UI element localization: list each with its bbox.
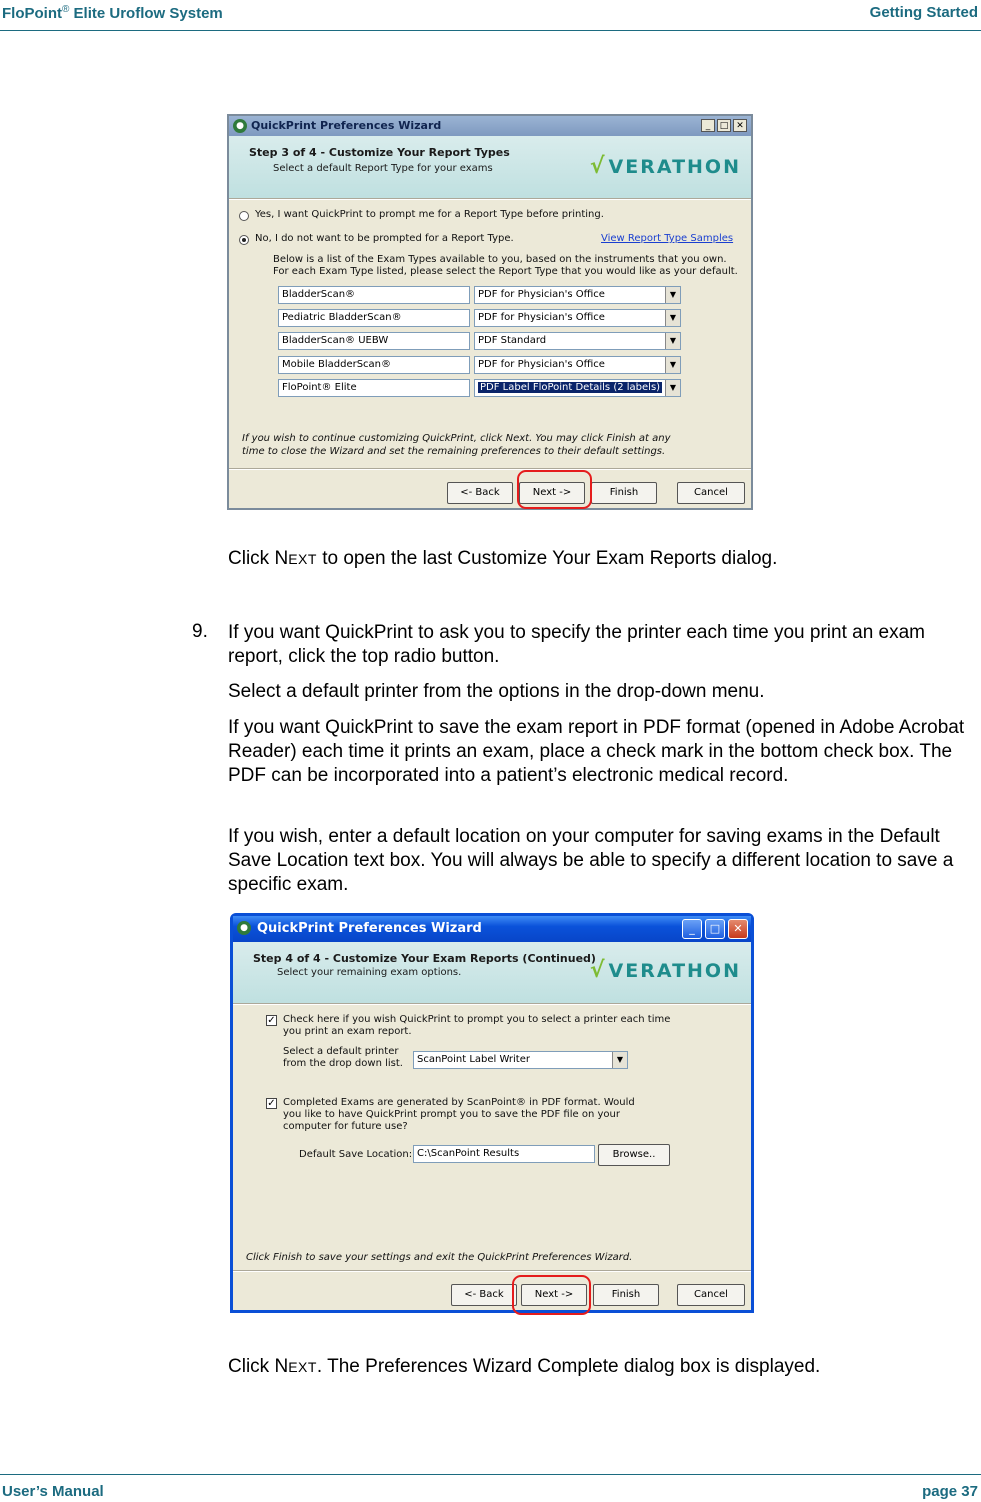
app-icon: ● xyxy=(233,119,247,133)
header-section-title: Getting Started xyxy=(869,4,978,21)
app-icon: ● xyxy=(237,921,251,935)
radio-yes-label: Yes, I want QuickPrint to prompt me for a Report Type before printing. xyxy=(255,209,604,220)
chevron-down-icon[interactable]: ▼ xyxy=(665,287,680,303)
button-divider xyxy=(229,468,751,470)
exam-type-name: Pediatric BladderScan® xyxy=(278,309,470,327)
finish-hint: Click Finish to save your settings and exit the QuickPrint Preferences Wizard. xyxy=(246,1252,633,1263)
radio-prompt-report-type[interactable] xyxy=(239,211,249,221)
next-button[interactable]: Next -> xyxy=(519,482,585,504)
verathon-logo-icon: √ xyxy=(589,958,607,983)
step-paragraph-2: Select a default printer from the options in the drop-down menu. xyxy=(228,681,765,702)
prompt-printer-label-1: Check here if you wish QuickPrint to prompt you to select a printer each time xyxy=(283,1014,671,1025)
button-divider xyxy=(233,1270,751,1272)
wizard-banner xyxy=(229,136,751,198)
wizard-step4-window xyxy=(230,913,754,1313)
description-line-1: Below is a list of the Exam Types available to you, based on the instruments that you own. xyxy=(273,254,727,265)
step-heading: Step 3 of 4 - Customize Your Report Types xyxy=(249,146,510,159)
step-subtitle: Select your remaining exam options. xyxy=(277,967,462,978)
verathon-logo-icon: √ xyxy=(589,154,607,179)
verathon-logo: √ VERATHON xyxy=(589,154,741,179)
cancel-button[interactable]: Cancel xyxy=(677,482,745,504)
hint-line-1: If you wish to continue customizing QuickPrint, click Next. You may click Finish at any xyxy=(242,433,671,444)
exam-type-name: BladderScan® UEBW xyxy=(278,332,470,350)
page-header xyxy=(0,0,981,31)
header-product-title: FloPoint® Elite Uroflow System xyxy=(2,4,223,22)
exam-type-name: Mobile BladderScan® xyxy=(278,356,470,374)
prompt-printer-checkbox[interactable]: ✓ xyxy=(267,1015,276,1026)
default-printer-label-1: Select a default printer xyxy=(283,1046,399,1057)
exam-type-name: BladderScan® xyxy=(278,286,470,304)
wizard-banner xyxy=(233,942,751,1003)
step-paragraph-4: If you wish, enter a default location on your computer for saving exams in the Default Save Location text box. You will always be able to specify a different location to save a specific exam. xyxy=(228,826,954,895)
banner-divider xyxy=(229,198,751,200)
minimize-icon[interactable]: _ xyxy=(701,119,715,132)
finish-button[interactable]: Finish xyxy=(591,482,657,504)
save-location-label: Default Save Location: xyxy=(299,1149,413,1160)
default-printer-dropdown[interactable]: ScanPoint Label Writer ▼ xyxy=(413,1051,628,1069)
chevron-down-icon[interactable]: ▼ xyxy=(665,333,680,349)
wizard-step3-window xyxy=(227,114,753,510)
report-type-dropdown[interactable]: PDF Standard ▼ xyxy=(474,332,681,350)
view-report-samples-link[interactable]: View Report Type Samples xyxy=(601,233,734,244)
step-paragraph-3: If you want QuickPrint to save the exam report in PDF format (opened in Adobe Acrobat Reader) each time it prints an exam, place a check mark in the bottom check box. The PDF can be incorporated into a patient’s electronic medical record. xyxy=(228,717,965,786)
window-title: QuickPrint Preferences Wizard xyxy=(257,921,482,936)
finish-button[interactable]: Finish xyxy=(593,1284,659,1306)
verathon-logo: √ VERATHON xyxy=(589,958,741,983)
save-pdf-label-3: computer for future use? xyxy=(283,1121,408,1132)
report-type-dropdown[interactable]: PDF for Physician's Office ▼ xyxy=(474,356,681,374)
radio-no-prompt[interactable] xyxy=(239,235,249,245)
chevron-down-icon[interactable]: ▼ xyxy=(665,357,680,373)
browse-button[interactable]: Browse.. xyxy=(598,1144,670,1166)
step-paragraph-1: If you want QuickPrint to ask you to specify the printer each time you print an exam report, click the top radio button. xyxy=(228,622,925,667)
default-printer-label-2: from the drop down list. xyxy=(283,1058,403,1069)
save-location-input[interactable]: C:\ScanPoint Results xyxy=(413,1145,595,1163)
hint-line-2: time to close the Wizard and set the remaining preferences to their default settings. xyxy=(242,446,666,457)
next-button-highlight xyxy=(512,1275,591,1315)
next-button-highlight xyxy=(517,470,592,509)
save-pdf-label-2: you like to have QuickPrint prompt you to save the PDF file on your xyxy=(283,1109,620,1120)
step-heading: Step 4 of 4 - Customize Your Exam Reports (Continued) xyxy=(253,952,596,965)
prompt-printer-label-2: you print an exam report. xyxy=(283,1026,412,1037)
close-icon[interactable]: ✕ xyxy=(728,919,748,939)
minimize-icon[interactable]: _ xyxy=(682,919,702,939)
description-line-2: For each Exam Type listed, please select the Report Type that you would like as your default. xyxy=(273,266,738,277)
footer-page-number: page 37 xyxy=(922,1483,978,1500)
report-type-dropdown[interactable]: PDF for Physician's Office ▼ xyxy=(474,309,681,327)
close-icon[interactable]: ✕ xyxy=(733,119,747,132)
wizard-step3-titlebar xyxy=(229,116,751,136)
save-pdf-label-1: Completed Exams are generated by ScanPoint® in PDF format. Would xyxy=(283,1097,635,1108)
report-type-dropdown[interactable]: PDF Label FloPoint Details (2 labels) ▼ xyxy=(474,379,681,397)
step-number: 9. xyxy=(192,621,208,642)
next-button[interactable]: Next -> xyxy=(521,1284,587,1306)
footer-manual-title: User’s Manual xyxy=(2,1483,104,1500)
maximize-icon[interactable]: □ xyxy=(717,119,731,132)
step-subtitle: Select a default Report Type for your exams xyxy=(273,163,493,174)
wizard-step4-titlebar xyxy=(233,916,751,942)
radio-no-label: No, I do not want to be prompted for a Report Type. xyxy=(255,233,514,244)
window-title: QuickPrint Preferences Wizard xyxy=(251,119,442,132)
maximize-icon[interactable]: □ xyxy=(705,919,725,939)
banner-divider xyxy=(233,1003,751,1005)
report-type-dropdown[interactable]: PDF for Physician's Office ▼ xyxy=(474,286,681,304)
page-footer xyxy=(0,1474,981,1502)
save-pdf-checkbox[interactable]: ✓ xyxy=(267,1098,276,1109)
chevron-down-icon[interactable]: ▼ xyxy=(665,310,680,326)
chevron-down-icon[interactable]: ▼ xyxy=(612,1052,627,1068)
back-button[interactable]: <- Back xyxy=(451,1284,517,1306)
exam-type-name: FloPoint® Elite xyxy=(278,379,470,397)
chevron-down-icon[interactable]: ▼ xyxy=(665,380,680,396)
cancel-button[interactable]: Cancel xyxy=(677,1284,745,1306)
back-button[interactable]: <- Back xyxy=(447,482,513,504)
instruction-click-next-1: Click NEXT to open the last Customize Your Exam Reports dialog. xyxy=(228,548,778,569)
instruction-click-next-2: Click NEXT. The Preferences Wizard Complete dialog box is displayed. xyxy=(228,1356,821,1377)
